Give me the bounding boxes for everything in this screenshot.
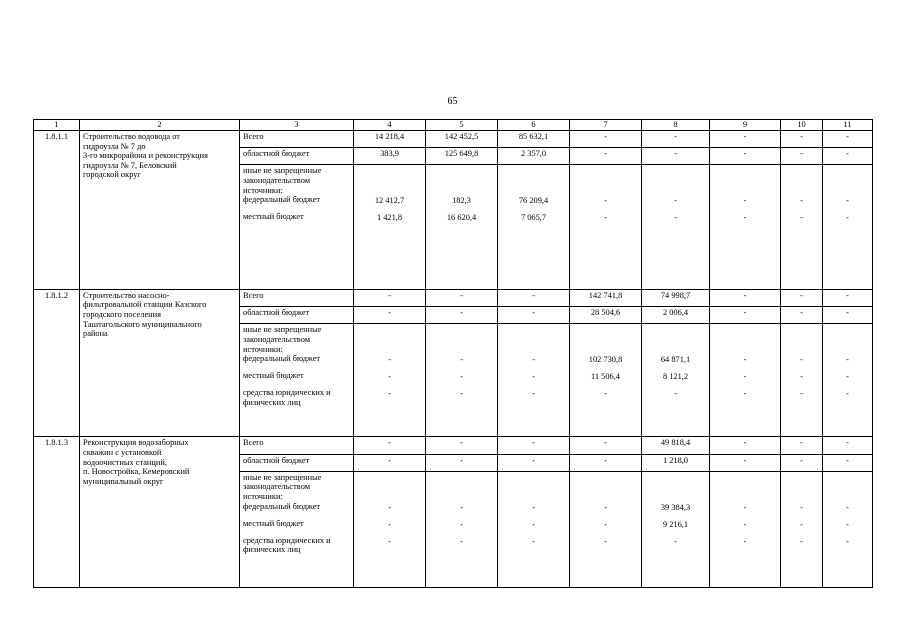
value-cell: -	[674, 196, 677, 206]
value-column	[426, 471, 498, 587]
value-cell: -	[460, 502, 463, 512]
value-column	[426, 324, 498, 437]
value-cell: -	[604, 213, 607, 223]
value-cell: -	[532, 519, 535, 529]
value-column	[498, 471, 570, 587]
value-cell: -	[846, 196, 849, 206]
page-number: 65	[447, 96, 458, 107]
funding-source: средства юридических и физических лиц	[243, 388, 331, 407]
value-cell: -	[800, 389, 803, 399]
value-cell: -	[426, 454, 498, 471]
column-number: 3	[240, 120, 354, 131]
value-cell: -	[743, 196, 747, 206]
value-cell: 383,9	[354, 148, 426, 165]
value-column	[570, 471, 642, 587]
other-sources-cell	[240, 165, 354, 289]
value-column	[710, 165, 781, 289]
column-number: 1	[34, 120, 80, 131]
value-cell: -	[800, 355, 803, 365]
item-name: Реконструкция водозаборных скважин с установкой водоочистных станций, п. Новостройка, Кемеровский муниципальный округ	[80, 437, 240, 588]
value-cell: -	[846, 372, 849, 382]
value-cell: -	[710, 454, 781, 471]
value-cell: -	[800, 213, 803, 223]
funding-source: областной бюджет	[240, 148, 354, 165]
value-cell: -	[532, 372, 535, 382]
value-cell: 74 998,7	[642, 289, 710, 306]
value-cell: -	[460, 355, 463, 365]
value-cell: -	[570, 437, 642, 454]
value-column	[354, 165, 426, 289]
value-cell: -	[604, 502, 607, 512]
value-cell: -	[743, 536, 747, 546]
value-cell: -	[674, 389, 677, 399]
value-column	[710, 324, 781, 437]
value-cell: -	[388, 389, 391, 399]
value-cell: -	[426, 437, 498, 454]
value-cell: -	[710, 148, 781, 165]
value-column	[781, 324, 823, 437]
value-cell: 64 871,1	[660, 355, 691, 365]
value-cell: -	[781, 130, 823, 147]
value-cell: 182,3	[452, 196, 471, 206]
other-sources-header: иные не запрещенные законодательством источники:	[243, 166, 322, 195]
value-cell: 142 452,5	[426, 130, 498, 147]
item-name: Строительство водовода от гидроузла № 7 до 3-го микрорайона и реконструкция гидроузла № 7, Беловский городской округ	[80, 130, 240, 289]
value-cell: 16 620,4	[446, 213, 477, 223]
table-row	[34, 289, 873, 306]
value-cell: -	[710, 130, 781, 147]
value-cell: 8 121,2	[662, 372, 689, 382]
value-cell: 39 384,3	[660, 502, 691, 512]
value-cell: -	[823, 148, 873, 165]
funding-source: областной бюджет	[240, 454, 354, 471]
value-cell: -	[604, 536, 607, 546]
value-column	[426, 165, 498, 289]
item-code: 1.8.1.2	[34, 289, 80, 437]
value-cell: -	[388, 536, 391, 546]
value-column	[642, 165, 710, 289]
column-number: 5	[426, 120, 498, 131]
value-cell: -	[781, 289, 823, 306]
value-cell: -	[846, 213, 849, 223]
value-cell: 76 209,4	[518, 196, 549, 206]
value-column	[823, 324, 873, 437]
value-cell: 1 421,8	[376, 213, 403, 223]
value-cell: -	[710, 306, 781, 323]
item-code: 1.8.1.3	[34, 437, 80, 588]
value-cell: 12 412,7	[374, 196, 405, 206]
value-column	[642, 471, 710, 587]
value-cell: 2 357,0	[498, 148, 570, 165]
column-number: 11	[823, 120, 873, 131]
column-number: 2	[80, 120, 240, 131]
value-cell: 49 818,4	[642, 437, 710, 454]
value-column	[498, 324, 570, 437]
value-cell: -	[743, 502, 747, 512]
value-cell: -	[498, 306, 570, 323]
value-cell: -	[388, 372, 391, 382]
value-cell: -	[781, 437, 823, 454]
value-cell: -	[823, 130, 873, 147]
value-cell: -	[743, 355, 747, 365]
budget-table	[33, 119, 873, 588]
value-cell: 85 632,1	[498, 130, 570, 147]
value-column	[781, 471, 823, 587]
value-cell: -	[743, 213, 747, 223]
funding-source: Всего	[240, 130, 354, 147]
value-cell: -	[846, 536, 849, 546]
value-cell: -	[846, 502, 849, 512]
value-column	[781, 165, 823, 289]
value-cell: 14 218,4	[354, 130, 426, 147]
value-column	[498, 165, 570, 289]
value-cell: -	[460, 519, 463, 529]
value-cell: -	[532, 502, 535, 512]
value-cell: -	[800, 196, 803, 206]
value-cell: -	[460, 389, 463, 399]
value-column	[354, 324, 426, 437]
value-cell: -	[823, 454, 873, 471]
value-cell: -	[604, 389, 607, 399]
value-cell: -	[570, 130, 642, 147]
column-number: 8	[642, 120, 710, 131]
value-cell: -	[800, 519, 803, 529]
value-cell: -	[846, 355, 849, 365]
funding-source: федеральный бюджет	[243, 354, 321, 364]
value-cell: -	[674, 536, 677, 546]
other-sources-cell	[240, 324, 354, 437]
funding-source: Всего	[240, 437, 354, 454]
value-cell: -	[388, 355, 391, 365]
value-cell: -	[710, 437, 781, 454]
value-cell: 28 504,6	[570, 306, 642, 323]
value-cell: -	[781, 148, 823, 165]
value-cell: 7 065,7	[520, 213, 547, 223]
value-cell: -	[846, 519, 849, 529]
value-cell: -	[498, 289, 570, 306]
funding-source: федеральный бюджет	[243, 501, 321, 511]
value-cell: -	[354, 289, 426, 306]
value-column	[710, 471, 781, 587]
value-column	[570, 165, 642, 289]
value-cell: -	[743, 519, 747, 529]
value-cell: -	[388, 502, 391, 512]
value-cell: -	[354, 437, 426, 454]
item-code: 1.8.1.1	[34, 130, 80, 289]
value-cell: 1 218,0	[642, 454, 710, 471]
value-column	[823, 471, 873, 587]
value-cell: 142 741,8	[570, 289, 642, 306]
value-cell: -	[743, 372, 747, 382]
table-row	[34, 130, 873, 147]
value-cell: 9 216,1	[662, 519, 689, 529]
value-cell: -	[823, 289, 873, 306]
value-cell: -	[354, 454, 426, 471]
value-cell: -	[532, 355, 535, 365]
value-column	[823, 165, 873, 289]
value-cell: -	[743, 389, 747, 399]
value-cell: -	[532, 389, 535, 399]
value-cell: -	[846, 389, 849, 399]
value-column	[570, 324, 642, 437]
funding-source: местный бюджет	[243, 371, 304, 381]
value-cell: -	[532, 536, 535, 546]
value-cell: 125 649,8	[426, 148, 498, 165]
value-cell: -	[781, 306, 823, 323]
value-cell: -	[570, 148, 642, 165]
value-cell: -	[642, 148, 710, 165]
value-cell: -	[426, 289, 498, 306]
other-sources-header: иные не запрещенные законодательством источники:	[243, 472, 322, 502]
value-cell: -	[781, 454, 823, 471]
column-number: 6	[498, 120, 570, 131]
value-cell: 11 506,4	[590, 372, 620, 382]
value-cell: -	[823, 437, 873, 454]
value-cell: -	[570, 454, 642, 471]
column-numbers-row	[34, 120, 873, 131]
value-cell: -	[710, 289, 781, 306]
value-cell: -	[388, 519, 391, 529]
value-cell: -	[642, 130, 710, 147]
funding-source: средства юридических и физических лиц	[243, 535, 331, 555]
item-name: Строительство насосно- фильтровальной станции Казского городского поселения Таштагольского муниципального района	[80, 289, 240, 437]
value-cell: -	[426, 306, 498, 323]
value-cell: -	[498, 437, 570, 454]
value-column	[354, 471, 426, 587]
column-number: 10	[781, 120, 823, 131]
funding-source: областной бюджет	[240, 306, 354, 323]
table-row	[34, 437, 873, 454]
funding-source: местный бюджет	[243, 518, 304, 528]
value-cell: -	[354, 306, 426, 323]
value-cell: -	[823, 306, 873, 323]
value-cell: -	[460, 536, 463, 546]
value-cell: -	[800, 536, 803, 546]
value-column	[642, 324, 710, 437]
value-cell: 102 730,8	[588, 355, 623, 365]
value-cell: -	[674, 213, 677, 223]
funding-source: Всего	[240, 289, 354, 306]
value-cell: -	[498, 454, 570, 471]
column-number: 9	[710, 120, 781, 131]
other-sources-header: иные не запрещенные законодательством источники:	[243, 325, 322, 354]
value-cell: 2 006,4	[642, 306, 710, 323]
column-number: 4	[354, 120, 426, 131]
value-cell: -	[604, 196, 607, 206]
funding-source: федеральный бюджет	[243, 195, 321, 205]
value-cell: -	[460, 372, 463, 382]
funding-source: местный бюджет	[243, 212, 304, 222]
other-sources-cell	[240, 471, 354, 587]
value-cell: -	[604, 519, 607, 529]
value-cell: -	[800, 502, 803, 512]
value-cell: -	[800, 372, 803, 382]
column-number: 7	[570, 120, 642, 131]
